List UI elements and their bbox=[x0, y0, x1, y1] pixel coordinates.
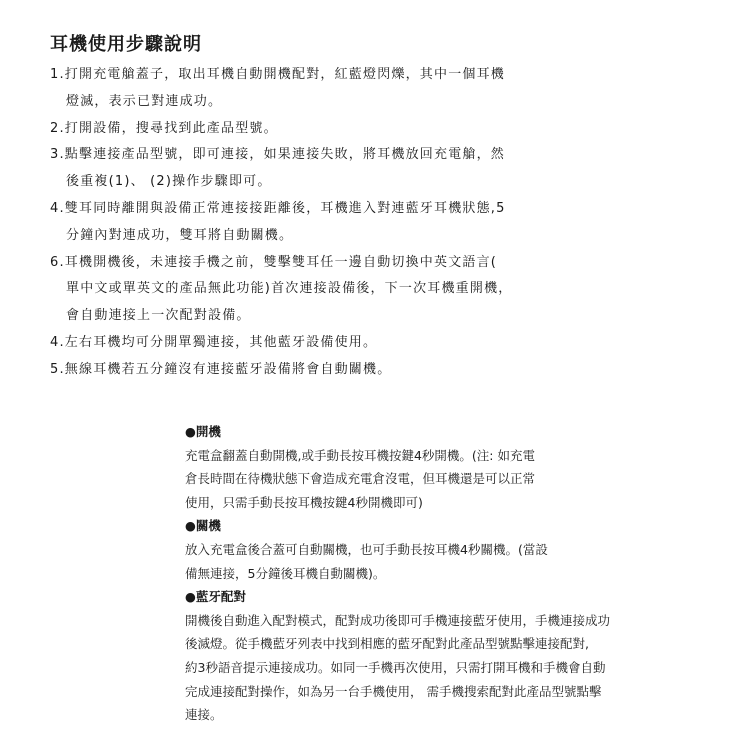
pairing-line: 完成連接配對操作，如為另一台手機使用， 需手機搜索配對此產品型號點擊 bbox=[185, 683, 602, 699]
step-5-line-1: 6.耳機開機後，未連接手機之前，雙擊雙耳任一邊自動切換中英文語言( bbox=[50, 254, 498, 270]
power-on-line: 充電盒翻蓋自動開機,或手動長按耳機按鍵4秒開機。(注: 如充電 bbox=[185, 447, 535, 463]
pairing-heading: ●藍牙配對 bbox=[185, 589, 246, 605]
power-off-line: 備無連接，5分鐘後耳機自動關機)。 bbox=[185, 565, 386, 581]
power-on-line: 使用，只需手動長按耳機按鍵4秒開機即可) bbox=[185, 494, 423, 510]
steps-list bbox=[50, 62, 690, 384]
pairing-line: 後滅燈。從手機藍牙列表中找到相應的藍牙配對此產品型號點擊連接配對, bbox=[185, 636, 589, 652]
step-3-line-2: 後重複(1)、 (2)操作步驟即可。 bbox=[66, 174, 272, 190]
step-3-line-1: 3.點擊連接產品型號，即可連接，如果連接失敗，將耳機放回充電艙，然 bbox=[50, 147, 506, 163]
pairing-line: 連接。 bbox=[185, 707, 223, 723]
pairing-line: 開機後自動進入配對模式，配對成功後即可手機連接藍牙使用，手機連接成功 bbox=[185, 612, 611, 628]
step-4-line-2: 分鐘內對連成功，雙耳將自動關機。 bbox=[66, 227, 294, 243]
step-1-line-1: 1.打開充電艙蓋子，取出耳機自動開機配對，紅藍燈閃爍，其中一個耳機 bbox=[50, 67, 506, 82]
step-6-line-1: 4.左右耳機均可分開單獨連接，其他藍牙設備使用。 bbox=[50, 334, 378, 350]
step-1-line-2: 燈滅，表示已對連成功。 bbox=[66, 93, 223, 109]
page-title: 耳機使用步驟說明 bbox=[50, 34, 202, 55]
power-on-heading: ●開機 bbox=[185, 424, 221, 439]
step-7-line-1: 5.無線耳機若五分鐘沒有連接藍牙設備將會自動關機。 bbox=[50, 361, 392, 377]
step-5-line-2: 單中文或單英文的產品無此功能)首次連接設備後，下一次耳機重開機， bbox=[66, 281, 513, 297]
pairing-line: 約3秒語音提示連接成功。如同一手機再次使用，只需打開耳機和手機會自動 bbox=[185, 659, 606, 675]
power-on-line: 倉長時間在待機狀態下會造成充電倉沒電，但耳機還是可以正常 bbox=[185, 471, 536, 487]
step-2-line-1: 2.打開設備，搜尋找到此產品型號。 bbox=[50, 120, 278, 136]
power-off-heading: ●關機 bbox=[185, 518, 221, 534]
power-off-line: 放入充電盒後合蓋可自動關機，也可手動長按耳機4秒關機。(當設 bbox=[185, 541, 548, 557]
notes-section bbox=[185, 420, 725, 727]
step-5-line-3: 會自動連接上一次配對設備。 bbox=[66, 308, 251, 324]
step-4-line-1: 4.雙耳同時離開與設備正常連接接距離後，耳機進入對連藍牙耳機狀態,5 bbox=[50, 200, 506, 216]
